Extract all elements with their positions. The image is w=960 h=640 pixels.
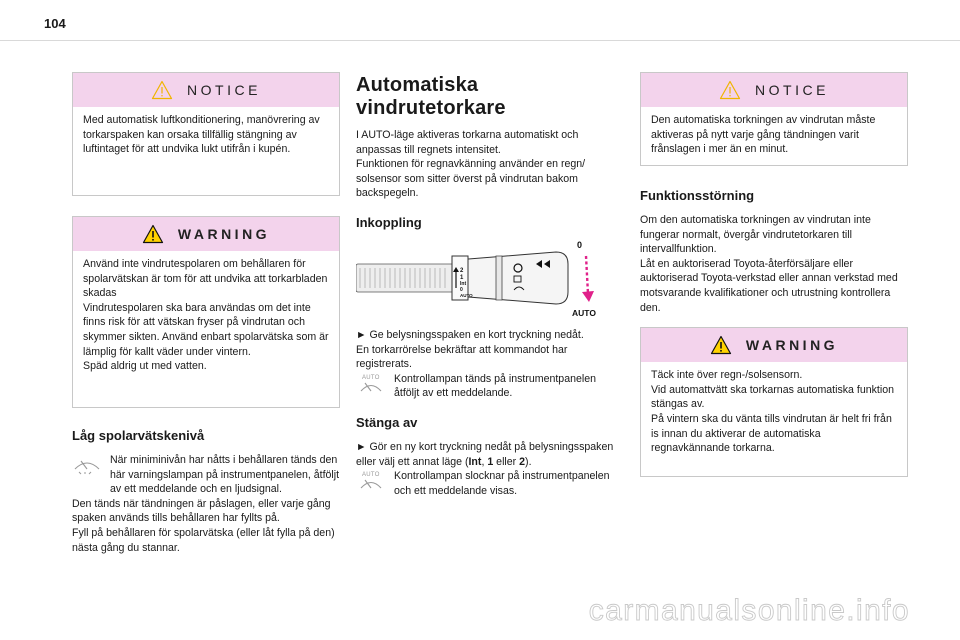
notice-body: Med automatisk luftkonditionering, manövrering av torkarspaken kan orsaka tillfällig stängning av luftintaget för att undvika lukt utifrån i kupén. <box>83 114 320 156</box>
bullet-sep: , <box>481 455 488 468</box>
warning-line: Använd inte vindrutespolaren om behållaren för spolarvätskan är tom för att undvika att torkarbladen skadas <box>83 258 328 300</box>
warning-line: Späd aldrig ut med vatten. <box>83 360 207 373</box>
warning-triangle-icon <box>710 335 732 355</box>
warning-title: WARNING <box>177 226 271 242</box>
notice-body: Den automatiska torkningen av vindrutan måste aktiveras på nytt varje gång tändningen varit frånslagen i mer än en minut. <box>651 114 876 156</box>
intro-line: I AUTO-läge aktiveras torkarna automatiskt och anpassas till regnets intensitet. <box>356 129 579 156</box>
mode-1: 1 <box>487 455 494 468</box>
lamp-paragraph <box>356 372 624 401</box>
warning-line: Vid automattvätt ska torkarnas automatiska funktion stängas av. <box>651 383 894 411</box>
warning-header <box>73 217 339 251</box>
mode-int: Int <box>468 455 482 468</box>
intro-line: Funktionen för regnavkänning använder en regn/ solsensor som sitter överst på vindrutan bakom backspegeln. <box>356 158 586 200</box>
confirm-text: En torkarrörelse bekräftar att kommandot har registrerats. <box>356 343 568 371</box>
warning-line: Täck inte över regn-/solsensorn. <box>651 369 803 382</box>
lamp-text: Kontrollampan tänds på instrumentpanelen åtföljt av ett meddelande. <box>394 372 597 400</box>
notice-header <box>73 73 339 107</box>
section-low-washer <box>72 428 340 555</box>
column-left <box>72 72 340 555</box>
column-middle <box>356 72 624 498</box>
bullet-text: Gör en ny kort tryckning nedåt på belysningsspaken eller välj ett annat läge ( <box>356 440 614 468</box>
section-line: Om den automatiska torkningen av vindrutan inte fungerar normalt, övergår vindrutetorkaren till intervallfunktion. <box>640 214 871 256</box>
warning-line: Vindrutespolaren ska bara användas om det inte finns risk för att vätskan fryser på vindrutan och skymmer sikten. Använd enbart spolarvätska som är lämplig för kallt väder under vintern. <box>83 301 329 358</box>
bullet-arrow-icon: ► <box>356 328 367 341</box>
washer-fluid-lamp-icon <box>72 453 108 475</box>
notice-box <box>640 72 908 166</box>
warning-line: På vintern ska du vänta tills vindrutan är helt fri från is innan du aktiverar de automatiska regnavkännande torkarna. <box>651 412 892 455</box>
auto-lamp-label: AUTO <box>362 472 380 479</box>
stalk-label: AUTO <box>460 292 473 298</box>
page-number: 104 <box>44 16 66 31</box>
warning-header <box>641 328 907 362</box>
stalk-label: 0 <box>460 286 463 293</box>
section-line: Den tänds när tändningen är påslagen, eller varje gång spaken används tills behållaren har fyllts på. <box>72 497 331 525</box>
bullet-text: Ge belysningsspaken en kort tryckning nedåt. <box>369 328 584 341</box>
mode-2: 2 <box>519 455 526 468</box>
stalk-label: Int <box>460 280 467 287</box>
warning-body <box>641 362 907 476</box>
warning-title: WARNING <box>745 337 839 354</box>
notice-title: NOTICE <box>187 82 261 98</box>
instruction-bullet <box>356 440 624 469</box>
warning-box <box>72 216 340 408</box>
notice-triangle-icon <box>151 80 173 100</box>
section-heading: Stänga av <box>356 414 418 430</box>
auto-wiper-lamp-icon <box>356 372 392 394</box>
instruction-bullet <box>356 328 624 343</box>
column-right <box>640 72 908 477</box>
bullet-arrow-icon: ► <box>356 440 367 453</box>
lighting-stalk-diagram <box>356 234 616 322</box>
diagram-label-0: 0 <box>577 239 583 250</box>
page-title: Automatiska vindrutetorkare <box>356 74 506 119</box>
lamp-text: När miniminivån har nåtts i behållaren tänds den här varningslampan på instrumentpanelen, åtföljt av ett meddelande och en ljudsignal. <box>110 454 340 496</box>
section-malfunction <box>640 188 908 315</box>
auto-lamp-label: AUTO <box>362 374 380 381</box>
auto-wiper-lamp-icon <box>356 469 392 491</box>
notice-title: NOTICE <box>755 82 829 98</box>
notice-box <box>72 72 340 196</box>
stalk-label: 2 <box>460 267 464 274</box>
bullet-end: ). <box>525 455 532 468</box>
section-line: Fyll på behållaren för spolarvätska (eller låt fylla på den) nästa gång du stannar. <box>72 526 335 554</box>
header-rule <box>0 40 960 41</box>
watermark: carmanualsonline.info <box>588 594 910 627</box>
section-heading: Funktionsstörning <box>640 188 755 203</box>
notice-header <box>641 73 907 107</box>
section-heading: Låg spolarvätskenivå <box>72 428 205 443</box>
stalk-label: 1 <box>460 274 464 281</box>
warning-box <box>640 327 908 477</box>
diagram-label-auto: AUTO <box>572 307 596 318</box>
section-line: Låt en auktoriserad Toyota-återförsäljare eller auktoriserad Toyota-verkstad eller annan verkstad med motsvarande kvalifikationer och utrustning kontrollera den. <box>640 257 898 314</box>
lamp-paragraph <box>72 453 340 497</box>
bullet-mid: eller <box>493 455 520 468</box>
lamp-paragraph <box>356 469 624 498</box>
movement-arrow <box>586 256 588 294</box>
notice-triangle-icon <box>719 80 741 100</box>
section-heading: Inkoppling <box>356 214 422 230</box>
warning-body <box>73 251 339 407</box>
lamp-text: Kontrollampan slocknar på instrumentpanelen och ett meddelande visas. <box>394 470 610 497</box>
warning-triangle-icon <box>142 224 164 244</box>
